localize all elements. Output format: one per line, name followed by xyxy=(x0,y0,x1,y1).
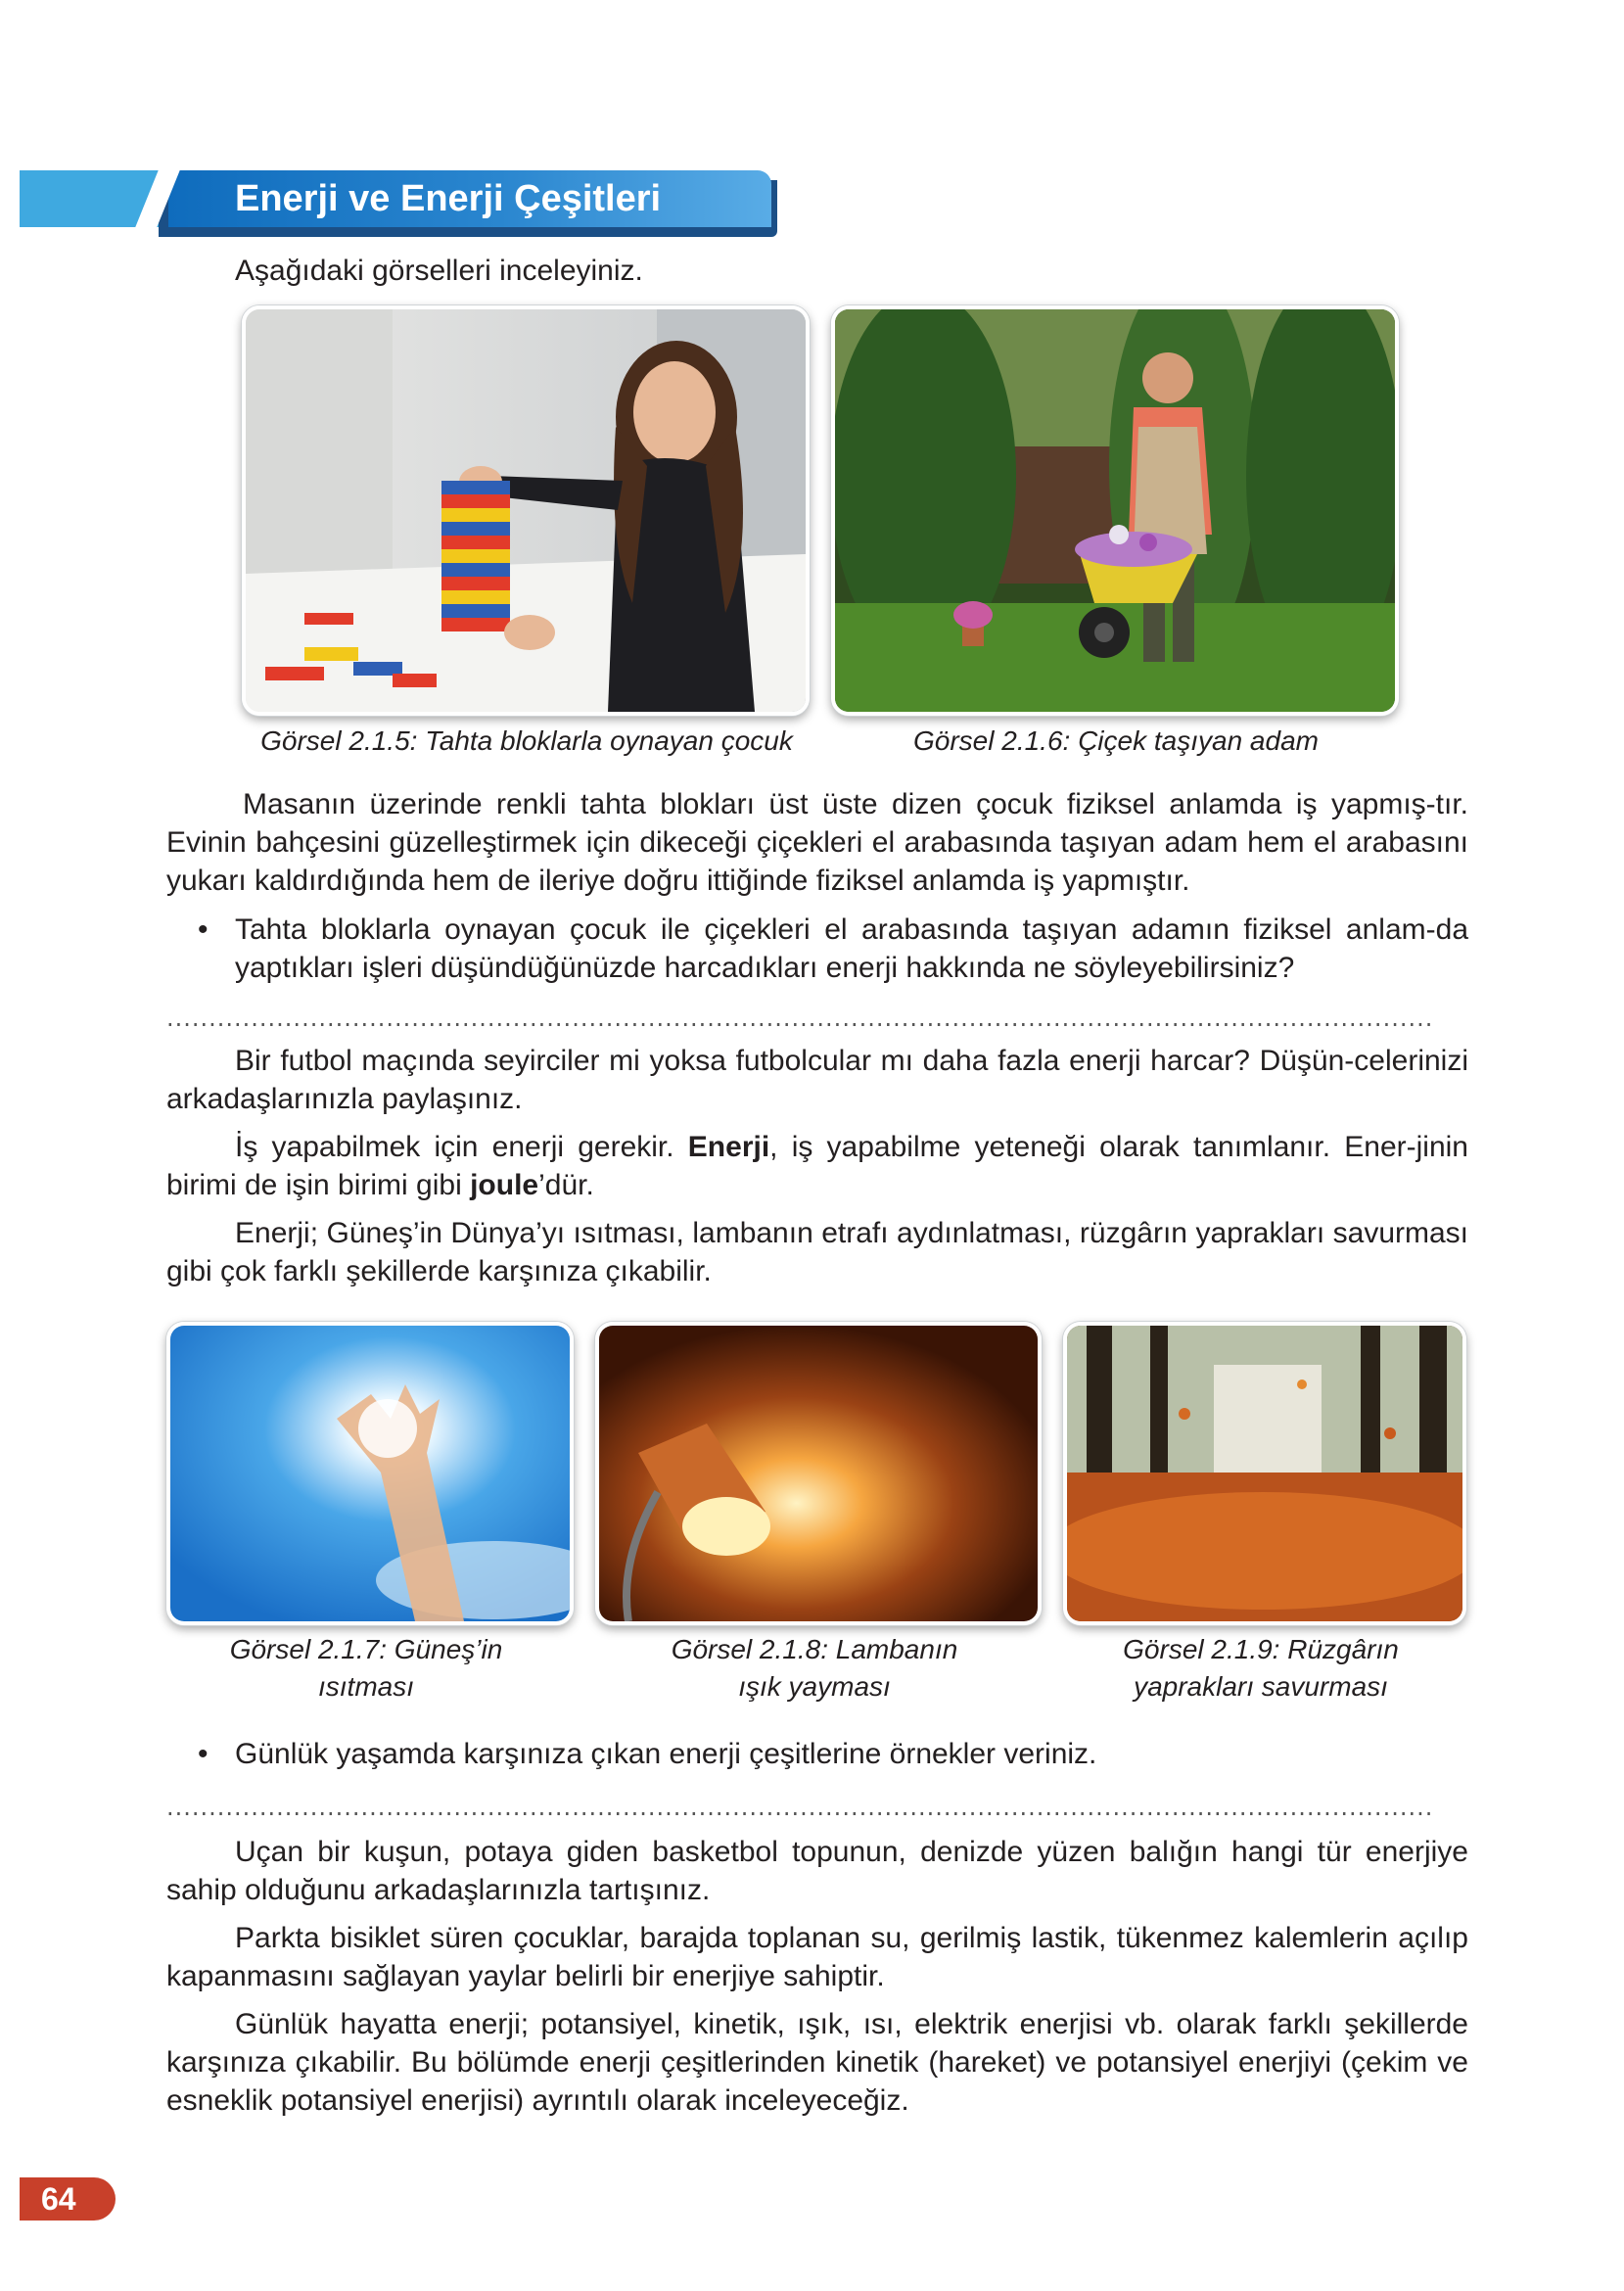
answer-dotted-line-2: ...................................................................................................................................................... xyxy=(166,1794,1434,1821)
paragraph-3-part-3: ’dür. xyxy=(538,1169,594,1201)
page-number: 64 xyxy=(20,2177,116,2221)
caption-line-1: Görsel 2.1.8: Lambanın xyxy=(671,1634,958,1664)
figure-caption-2-1-5: Görsel 2.1.5: Tahta bloklarla oynayan çocuk xyxy=(260,725,793,756)
figure-caption-2-1-9 xyxy=(1063,1631,1459,1706)
lamp-image xyxy=(599,1326,1038,1621)
figure-caption-2-1-6: Görsel 2.1.6: Çiçek taşıyan adam xyxy=(913,725,1319,756)
paragraph-7: Günlük hayatta enerji; potansiyel, kinetik, ışık, ısı, elektrik enerjisi vb. olarak farklı şekillerde karşınıza çıkabilir. Bu bölümde enerji çeşitlerinden kinetik (hareket) ve potansiyel enerjiyi (çekim ve esneklik potansiyel enerjisi) ayrıntılı olarak inceleyeceğiz. xyxy=(166,2008,1468,2117)
bullet-dot: • xyxy=(198,913,209,946)
caption-line-1: Görsel 2.1.7: Güneş’in xyxy=(229,1634,503,1664)
caption-line-2: ısıtması xyxy=(317,1671,414,1702)
caption-line-2: ışık yayması xyxy=(738,1671,891,1702)
figure-caption-2-1-7 xyxy=(166,1631,566,1706)
bullet-question-2: Günlük yaşamda karşınıza çıkan enerji çeşitlerine örnekler veriniz. xyxy=(235,1738,1097,1770)
photo-sun-hand xyxy=(166,1322,574,1625)
paragraph-1: Masanın üzerinde renkli tahta blokları üst üste dizen çocuk fiziksel anlamda iş yapmış-tır. Evinin bahçesini güzelleştirmek için dikeceği çiçekleri el arabasında taşıyan adam hem el arabasını yukarı kaldırdığında hem de ileriye doğru ittiğinde fiziksel anlamda iş yapmıştır. xyxy=(166,788,1468,897)
intro-text: Aşağıdaki görselleri inceleyiniz. xyxy=(235,255,643,287)
photo-lamp xyxy=(595,1322,1042,1625)
term-joule: joule xyxy=(470,1169,539,1201)
bullet-dot: • xyxy=(198,1738,209,1770)
paragraph-3-part-2: , iş yapabilme yeteneği olarak tanımlanır. Ener-jinin birimi de işin birimi gibi xyxy=(166,1131,1468,1201)
caption-line-1: Görsel 2.1.9: Rüzgârın xyxy=(1123,1634,1399,1664)
child-blocks-image xyxy=(246,309,806,712)
autumn-leaves-image xyxy=(1067,1326,1462,1621)
answer-dotted-line-1: ...................................................................................................................................................... xyxy=(166,1005,1434,1032)
bullet-question-1: Tahta bloklarla oynayan çocuk ile çiçekleri el arabasında taşıyan adamın fiziksel anlam-da yaptıkları işleri düşündüğünüzde harcadıkları enerji hakkında ne söyleyebilirsiniz? xyxy=(235,913,1468,984)
paragraph-6: Parkta bisiklet süren çocuklar, barajda toplanan su, gerilmiş lastik, tükenmez kalemlerin açılıp kapanmasını sağlayan yaylar belirli bir enerjiye sahiptir. xyxy=(166,1922,1468,1992)
section-title: Enerji ve Enerji Çeşitleri xyxy=(235,178,662,219)
paragraph-5: Uçan bir kuşun, potaya giden basketbol topunun, denizde yüzen balığın hangi tür enerjiye sahip olduğunu arkadaşlarınızla tartışınız. xyxy=(166,1836,1468,1906)
photo-autumn-leaves xyxy=(1063,1322,1466,1625)
paragraph-3 xyxy=(166,1128,1468,1204)
man-wheelbarrow-image xyxy=(835,309,1395,712)
caption-line-2: yaprakları savurması xyxy=(1134,1671,1388,1702)
term-enerji: Enerji xyxy=(687,1131,770,1163)
figure-caption-2-1-8 xyxy=(595,1631,1034,1706)
photo-man-wheelbarrow xyxy=(831,305,1399,716)
photo-child-blocks xyxy=(242,305,810,716)
sun-hand-image xyxy=(170,1326,570,1621)
paragraph-3-part-1: İş yapabilmek için enerji gerekir. xyxy=(235,1131,688,1163)
paragraph-4: Enerji; Güneş’in Dünya’yı ısıtması, lambanın etrafı aydınlatması, rüzgârın yaprakları savurması gibi çok farklı şekillerde karşınıza çıkabilir. xyxy=(166,1217,1468,1287)
paragraph-2: Bir futbol maçında seyirciler mi yoksa futbolcular mı daha fazla enerji harcar? Düşün-celerinizi arkadaşlarınızla paylaşınız. xyxy=(166,1045,1468,1115)
